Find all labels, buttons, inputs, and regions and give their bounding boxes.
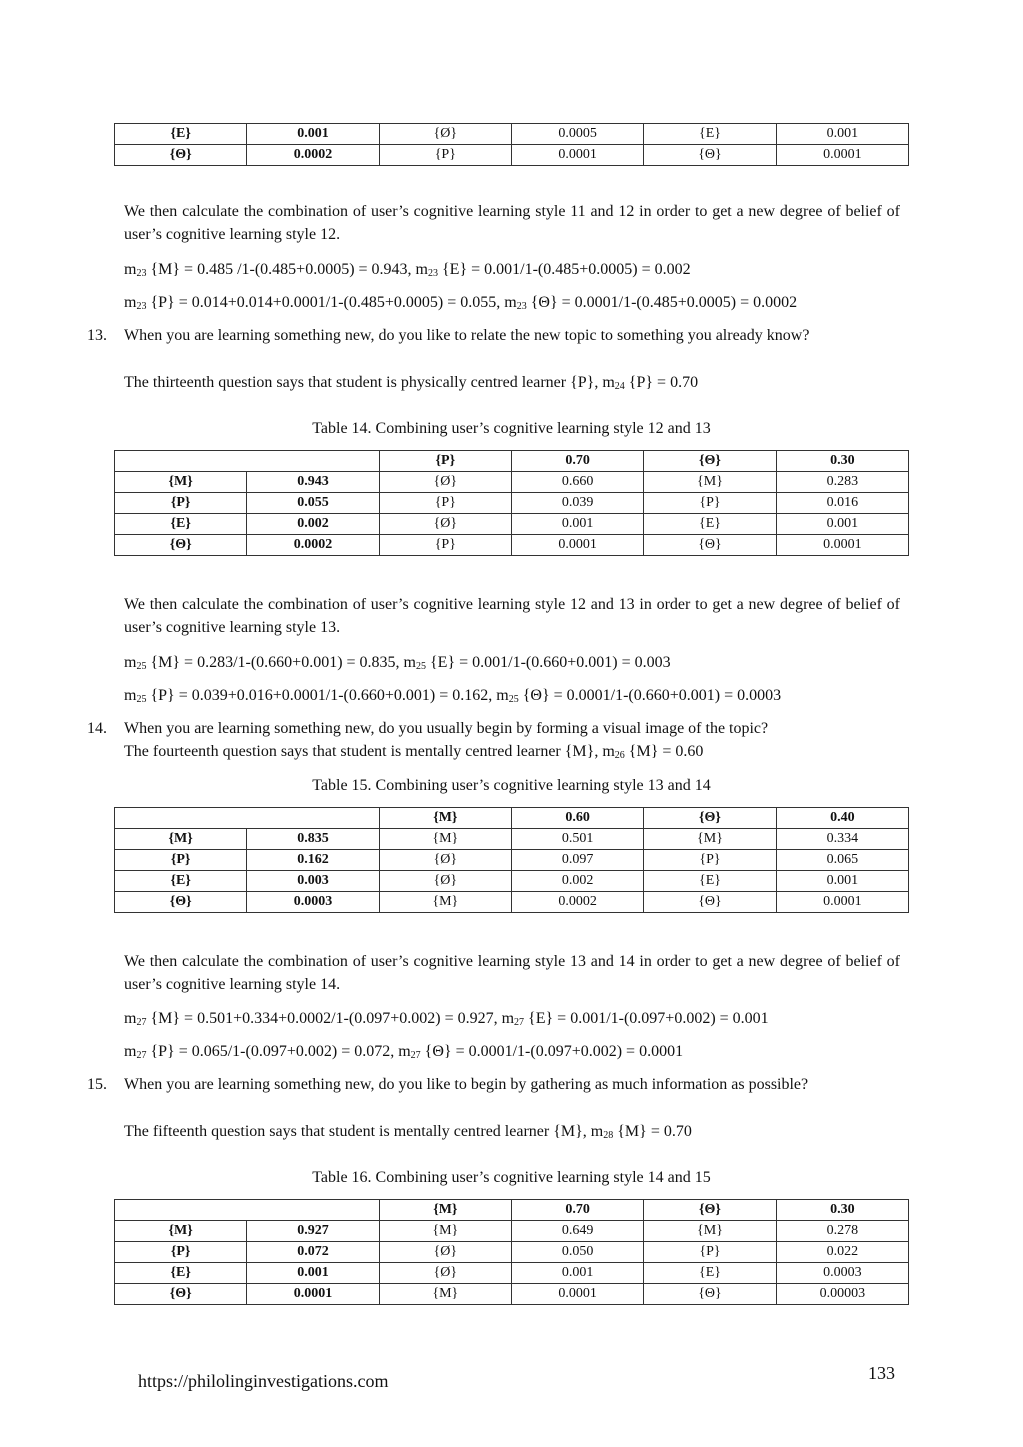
table-cell: 0.0001 — [776, 145, 908, 166]
table-cell: {P} — [379, 145, 511, 166]
question-answer — [124, 1120, 692, 1147]
formula-text: m — [124, 294, 137, 311]
table-cell: {E} — [115, 124, 247, 145]
subscript: 27 — [136, 1017, 147, 1028]
subscript: 25 — [136, 694, 147, 705]
table-cell: 0.001 — [247, 124, 379, 145]
table-cell: 0.001 — [511, 1263, 643, 1284]
table-header-cell: 0.30 — [776, 1200, 908, 1221]
subscript: 23 — [136, 301, 147, 312]
formula-text: {M} = 0.501+0.334+0.0002/1-(0.097+0.002) = 0.927, m — [146, 1010, 515, 1027]
table-cell: 0.0001 — [511, 1284, 643, 1305]
formula-line — [124, 1007, 769, 1034]
table-cell: 0.001 — [776, 124, 908, 145]
table-cell: 0.660 — [511, 472, 643, 493]
table-row — [115, 145, 909, 166]
table-row — [115, 1221, 909, 1242]
table-header-cell: 0.30 — [776, 451, 908, 472]
subscript: 25 — [136, 661, 147, 672]
table-cell: {M} — [379, 1221, 511, 1242]
table-cell: {Θ} — [115, 535, 247, 556]
answer-text: The fifteenth question says that student is mentally centred learner {M}, m — [124, 1123, 604, 1140]
table-header-cell: {M} — [379, 1200, 511, 1221]
table-cell: {E} — [644, 1263, 776, 1284]
table-caption: Table 15. Combining user’s cognitive learning style 13 and 14 — [312, 777, 711, 794]
formula-text: m — [124, 1010, 137, 1027]
table-cell: {M} — [115, 472, 247, 493]
table-15 — [114, 807, 909, 913]
table-cell: {Ø} — [379, 472, 511, 493]
table-caption: Table 16. Combining user’s cognitive learning style 14 and 15 — [312, 1169, 711, 1186]
formula-text: {P} = 0.065/1-(0.097+0.002) = 0.072, m — [146, 1043, 411, 1060]
table-cell: 0.0003 — [776, 1263, 908, 1284]
subscript: 25 — [508, 694, 519, 705]
formula-text: m — [124, 687, 137, 704]
table-cell: 0.501 — [511, 829, 643, 850]
table-cell: {Ø} — [379, 514, 511, 535]
table-cell: {Θ} — [115, 145, 247, 166]
table-cell: 0.0002 — [247, 535, 379, 556]
formula-text: m — [124, 261, 137, 278]
table-cell: {P} — [644, 1242, 776, 1263]
table-cell: {M} — [379, 1284, 511, 1305]
table-header-cell: {M} — [379, 808, 511, 829]
formula-text: {E} = 0.001/1-(0.660+0.001) = 0.003 — [425, 654, 671, 671]
question-15: When you are learning something new, do you like to begin by gathering as much information as possible? — [124, 1076, 809, 1093]
table-row — [115, 535, 909, 556]
table-cell: 0.022 — [776, 1242, 908, 1263]
table-cell: 0.162 — [247, 850, 379, 871]
table-cell: 0.0002 — [511, 892, 643, 913]
formula-text: m — [124, 1043, 137, 1060]
formula-line — [124, 684, 781, 711]
table-cell: 0.065 — [776, 850, 908, 871]
table-row — [115, 514, 909, 535]
table-cell — [115, 808, 380, 829]
table-cell: {Ø} — [379, 850, 511, 871]
table-cell: {E} — [115, 1263, 247, 1284]
formula-text: {M} = 0.485 /1-(0.485+0.0005) = 0.943, m — [146, 261, 428, 278]
formula-text: {P} = 0.039+0.016+0.0001/1-(0.660+0.001) = 0.162, m — [146, 687, 509, 704]
formula-text: {Θ} = 0.0001/1-(0.660+0.001) = 0.0003 — [518, 687, 782, 704]
table-header-row — [115, 808, 909, 829]
table-cell: {P} — [115, 493, 247, 514]
table-cell: {Ø} — [379, 1263, 511, 1284]
table-header-cell: {P} — [379, 451, 511, 472]
table-cell: {Ø} — [379, 124, 511, 145]
table-cell: 0.016 — [776, 493, 908, 514]
table-cell: {Θ} — [644, 892, 776, 913]
paragraph-calc-13: We then calculate the combination of user’s cognitive learning style 12 and 13 in order to get a new degree of belief of user’s cognitive learning style 13. — [124, 596, 900, 636]
table-header-cell: 0.60 — [511, 808, 643, 829]
formula-text: {E} = 0.001/1-(0.097+0.002) = 0.001 — [524, 1010, 769, 1027]
table-cell: 0.283 — [776, 472, 908, 493]
table-cell: {M} — [115, 1221, 247, 1242]
table-cell: 0.003 — [247, 871, 379, 892]
subscript: 28 — [603, 1130, 614, 1141]
table-cell: {Ø} — [379, 871, 511, 892]
table-cell: 0.0001 — [776, 892, 908, 913]
table-cell: 0.0001 — [776, 535, 908, 556]
table-header-cell: 0.70 — [511, 1200, 643, 1221]
table-cell: {Θ} — [644, 535, 776, 556]
subscript: 27 — [410, 1050, 421, 1061]
table-row — [115, 850, 909, 871]
table-cell: {P} — [379, 535, 511, 556]
table-cell: 0.0003 — [247, 892, 379, 913]
table-cell: 0.334 — [776, 829, 908, 850]
table-cell: {E} — [644, 871, 776, 892]
table-cell: 0.039 — [511, 493, 643, 514]
formula-text: m — [124, 654, 137, 671]
table-cell: {Θ} — [644, 1284, 776, 1305]
formula-line — [124, 651, 671, 678]
subscript: 26 — [614, 750, 625, 761]
question-number: 13. — [87, 327, 107, 344]
answer-text: {P} = 0.70 — [624, 374, 699, 391]
footer-url[interactable]: https://philolinginvestigations.com — [138, 1371, 389, 1391]
table-cell: 0.0002 — [247, 145, 379, 166]
table-cell: 0.050 — [511, 1242, 643, 1263]
table-row — [115, 1242, 909, 1263]
table-cell: 0.835 — [247, 829, 379, 850]
table-header-row — [115, 1200, 909, 1221]
table-cell: 0.0001 — [247, 1284, 379, 1305]
answer-text: The thirteenth question says that student is physically centred learner {P}, m — [124, 374, 615, 391]
subscript: 27 — [136, 1050, 147, 1061]
table-cell: 0.649 — [511, 1221, 643, 1242]
table-cell: {P} — [115, 850, 247, 871]
table-cell: {P} — [644, 493, 776, 514]
formula-line — [124, 1040, 683, 1067]
page-number: 133 — [868, 1363, 895, 1383]
table-cell: 0.0001 — [511, 145, 643, 166]
paragraph-calc-12: We then calculate the combination of user’s cognitive learning style 11 and 12 in order to get a new degree of belief of user’s cognitive learning style 12. — [124, 203, 900, 243]
formula-text: {P} = 0.014+0.014+0.0001/1-(0.485+0.0005) = 0.055, m — [146, 294, 517, 311]
table-cell: 0.0001 — [511, 535, 643, 556]
question-answer — [124, 371, 698, 398]
table-cell: 0.001 — [776, 514, 908, 535]
subscript: 27 — [514, 1017, 525, 1028]
question-14: When you are learning something new, do you usually begin by forming a visual image of the topic? — [124, 720, 769, 737]
table-row — [115, 1263, 909, 1284]
table-cell: {E} — [644, 124, 776, 145]
formula-text: {Θ} = 0.0001/1-(0.485+0.0005) = 0.0002 — [526, 294, 798, 311]
table-cell — [115, 451, 380, 472]
formula-line — [124, 291, 797, 318]
table-cell: {Θ} — [115, 1284, 247, 1305]
table-cell: {P} — [379, 493, 511, 514]
subscript: 23 — [136, 268, 147, 279]
table-cell: 0.001 — [776, 871, 908, 892]
table-header-cell: {Θ} — [644, 808, 776, 829]
formula-line — [124, 258, 691, 285]
question-answer — [124, 740, 703, 767]
table-14 — [114, 450, 909, 556]
formula-text: {E} = 0.001/1-(0.485+0.0005) = 0.002 — [437, 261, 691, 278]
table-cell: 0.001 — [247, 1263, 379, 1284]
table-cell: 0.097 — [511, 850, 643, 871]
question-number: 14. — [87, 720, 107, 737]
table-header-cell: 0.70 — [511, 451, 643, 472]
paragraph-calc-14: We then calculate the combination of user’s cognitive learning style 13 and 14 in order to get a new degree of belief of user’s cognitive learning style 14. — [124, 953, 900, 993]
table-cell: {Θ} — [644, 145, 776, 166]
table-cell: {M} — [644, 472, 776, 493]
subscript: 23 — [427, 268, 438, 279]
table-row — [115, 472, 909, 493]
answer-text: {M} = 0.60 — [624, 743, 704, 760]
table-cell: {M} — [379, 829, 511, 850]
table-header-cell: {Θ} — [644, 1200, 776, 1221]
question-13: When you are learning something new, do you like to relate the new topic to something you already know? — [124, 327, 810, 344]
table-row — [115, 829, 909, 850]
table-cell: 0.278 — [776, 1221, 908, 1242]
table-row — [115, 871, 909, 892]
table-cell: 0.927 — [247, 1221, 379, 1242]
table-cell: {Ø} — [379, 1242, 511, 1263]
table-cell: 0.002 — [247, 514, 379, 535]
table-cell: {M} — [379, 892, 511, 913]
table-cell: {Θ} — [115, 892, 247, 913]
table-row — [115, 892, 909, 913]
table-row — [115, 493, 909, 514]
subscript: 25 — [415, 661, 426, 672]
answer-text: The fourteenth question says that student is mentally centred learner {M}, m — [124, 743, 615, 760]
table-cell: {M} — [115, 829, 247, 850]
table-13-continued — [114, 123, 909, 166]
question-number: 15. — [87, 1076, 107, 1093]
table-row — [115, 1284, 909, 1305]
table-cell: 0.943 — [247, 472, 379, 493]
table-cell: {E} — [115, 514, 247, 535]
table-cell: 0.00003 — [776, 1284, 908, 1305]
table-header-cell: 0.40 — [776, 808, 908, 829]
table-cell: {M} — [644, 1221, 776, 1242]
table-cell: 0.072 — [247, 1242, 379, 1263]
answer-text: {M} = 0.70 — [613, 1123, 692, 1140]
table-header-row — [115, 451, 909, 472]
table-cell: {M} — [644, 829, 776, 850]
table-cell: 0.001 — [511, 514, 643, 535]
table-cell: 0.002 — [511, 871, 643, 892]
formula-text: {M} = 0.283/1-(0.660+0.001) = 0.835, m — [146, 654, 416, 671]
table-cell: {E} — [115, 871, 247, 892]
table-cell: 0.055 — [247, 493, 379, 514]
table-row — [115, 124, 909, 145]
table-cell: 0.0005 — [511, 124, 643, 145]
table-16 — [114, 1199, 909, 1305]
table-header-cell: {Θ} — [644, 451, 776, 472]
subscript: 23 — [516, 301, 527, 312]
formula-text: {Θ} = 0.0001/1-(0.097+0.002) = 0.0001 — [420, 1043, 684, 1060]
table-cell: {P} — [115, 1242, 247, 1263]
subscript: 24 — [614, 381, 625, 392]
table-caption: Table 14. Combining user’s cognitive learning style 12 and 13 — [312, 420, 711, 437]
table-cell: {E} — [644, 514, 776, 535]
table-cell — [115, 1200, 380, 1221]
table-cell: {P} — [644, 850, 776, 871]
